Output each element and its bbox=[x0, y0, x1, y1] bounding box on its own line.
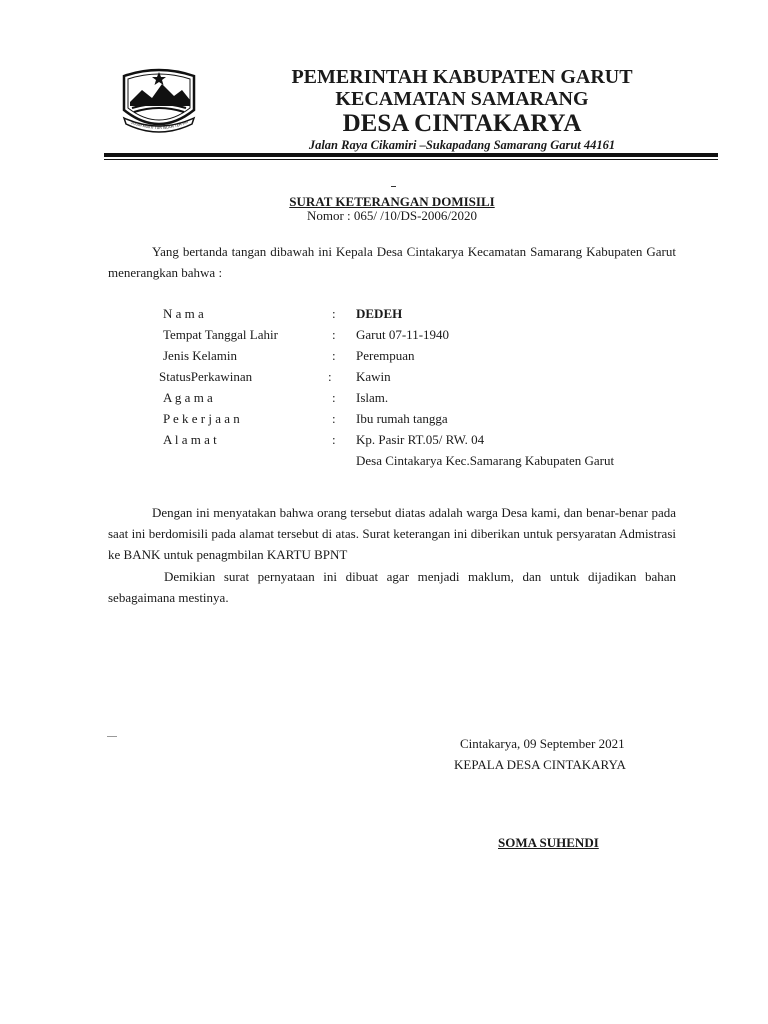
field-colon: : bbox=[332, 327, 336, 342]
field-value-ttl: Garut 07-11-1940 bbox=[356, 327, 450, 342]
district-name: KECAMATAN SAMARANG bbox=[335, 88, 589, 110]
scan-mark bbox=[391, 186, 396, 187]
field-label-marital: StatusPerkawinan bbox=[159, 369, 253, 384]
field-colon: : bbox=[332, 306, 336, 321]
field-value-occupation: Ibu rumah tangga bbox=[356, 411, 448, 426]
field-value-marital: Kawin bbox=[356, 369, 391, 384]
office-address: Jalan Raya Cikamiri –Sukapadang Samarang Garut 44161 bbox=[308, 138, 616, 152]
field-label-address: A l a m a t bbox=[163, 432, 217, 447]
field-value-address: Kp. Pasir RT.05/ RW. 04 bbox=[356, 432, 485, 447]
letterhead-divider-thick bbox=[104, 153, 718, 157]
field-colon: : bbox=[332, 348, 336, 363]
village-name: DESA CINTAKARYA bbox=[342, 110, 582, 137]
field-value-nama: DEDEH bbox=[356, 306, 403, 321]
field-colon: : bbox=[332, 411, 336, 426]
signatory-position: KEPALA DESA CINTAKARYA bbox=[454, 757, 626, 772]
field-label-nama: N a m a bbox=[163, 306, 204, 321]
field-label-ttl: Tempat Tanggal Lahir bbox=[163, 327, 278, 342]
document-title: SURAT KETERANGAN DOMISILI bbox=[289, 194, 495, 209]
signature-place-date: Cintakarya, 09 September 2021 bbox=[460, 736, 625, 751]
field-value-address-line2: Desa Cintakarya Kec.Samarang Kabupaten Garut bbox=[356, 453, 615, 468]
statement-paragraph: Dengan ini menyatakan bahwa orang tersebut diatas adalah warga Desa kami, dan benar-benar pada saat ini berdomisili pada alamat tersebut di atas. Surat keterangan ini diberikan untuk persyaratan Admistrasi ke BANK untuk penagmbilan KARTU BPNT bbox=[108, 505, 676, 562]
field-colon: : bbox=[332, 390, 336, 405]
field-value-gender: Perempuan bbox=[356, 348, 415, 363]
field-colon: : bbox=[332, 432, 336, 447]
letterhead-divider-thin bbox=[104, 159, 718, 160]
svg-text:SUGIH MUKTI TUR ISLAM TEH PATU: SUGIH MUKTI TUR ISLAM TEH PAT bbox=[130, 119, 190, 131]
margin-mark bbox=[107, 736, 117, 737]
field-colon: : bbox=[328, 369, 332, 384]
village-emblem-icon bbox=[118, 62, 200, 138]
signatory-name: SOMA SUHENDI bbox=[498, 835, 599, 850]
government-name: PEMERINTAH KABUPATEN GARUT bbox=[291, 66, 633, 88]
field-label-gender: Jenis Kelamin bbox=[163, 348, 238, 363]
field-value-religion: Islam. bbox=[356, 390, 389, 405]
document-number: Nomor : 065/ /10/DS-2006/2020 bbox=[306, 208, 478, 223]
field-label-religion: A g a m a bbox=[163, 390, 213, 405]
closing-paragraph: Demikian surat pernyataan ini dibuat agar menjadi maklum, dan untuk dijadikan bahan sebagaimana mestinya. bbox=[108, 569, 676, 605]
field-label-occupation: P e k e r j a a n bbox=[163, 411, 240, 426]
intro-paragraph: Yang bertanda tangan dibawah ini Kepala Desa Cintakarya Kecamatan Samarang Kabupaten Garut menerangkan bahwa : bbox=[108, 244, 676, 280]
